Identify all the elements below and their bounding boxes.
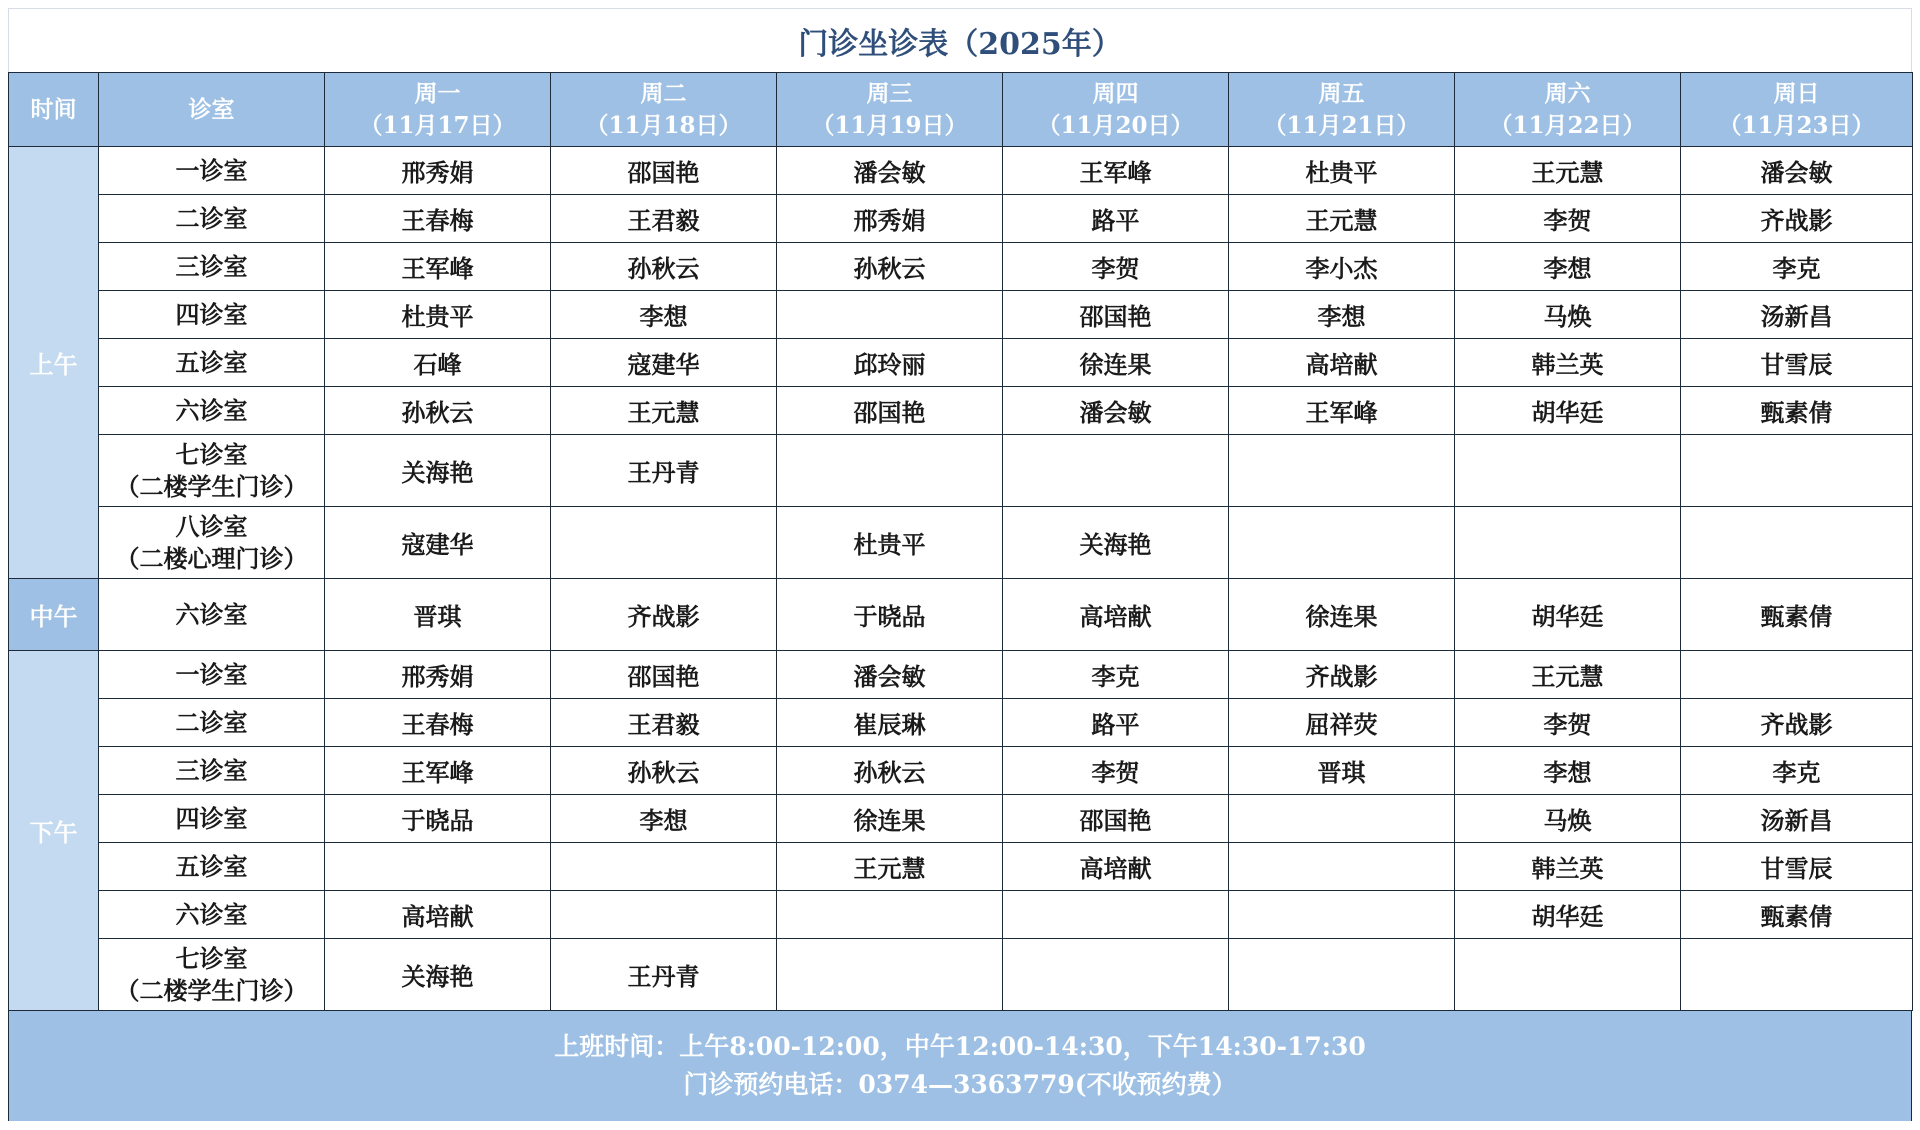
header-day-thu: 周四 （11月20日） <box>1003 73 1229 147</box>
doctor-cell: 晋琪 <box>1229 747 1455 795</box>
doctor-cell: 邵国艳 <box>1003 795 1229 843</box>
doctor-cell: 甄素倩 <box>1681 387 1913 435</box>
doctor-cell <box>777 891 1003 939</box>
room-cell <box>99 507 325 579</box>
doctor-cell: 汤新昌 <box>1681 291 1913 339</box>
header-day-tue: 周二 （11月18日） <box>551 73 777 147</box>
room-name: 五诊室 <box>175 347 248 377</box>
doctor-cell: 甘雪辰 <box>1681 843 1913 891</box>
doctor-cell: 王丹青 <box>551 939 777 1011</box>
room-cell <box>99 795 325 843</box>
doctor-cell: 邵国艳 <box>551 147 777 195</box>
doctor-cell: 甄素倩 <box>1681 891 1913 939</box>
doctor-cell: 徐连果 <box>1003 339 1229 387</box>
doctor-cell: 寇建华 <box>551 339 777 387</box>
room-cell <box>99 435 325 507</box>
doctor-cell: 潘会敏 <box>777 147 1003 195</box>
doctor-cell: 高培献 <box>1003 579 1229 651</box>
room-cell <box>99 291 325 339</box>
room-name: 一诊室 <box>175 659 248 689</box>
room-name: 六诊室 <box>175 899 248 929</box>
doctor-cell <box>777 939 1003 1011</box>
table-row <box>9 339 1913 387</box>
doctor-cell: 胡华廷 <box>1455 387 1681 435</box>
doctor-cell: 齐战影 <box>551 579 777 651</box>
doctor-cell: 李贺 <box>1455 699 1681 747</box>
doctor-cell <box>1681 435 1913 507</box>
doctor-cell: 马焕 <box>1455 291 1681 339</box>
schedule-sheet <box>8 8 1912 1122</box>
doctor-cell: 于晓品 <box>777 579 1003 651</box>
table-row <box>9 579 1913 651</box>
room-name: 六诊室 <box>175 599 248 629</box>
doctor-cell <box>1681 939 1913 1011</box>
doctor-cell: 高培献 <box>325 891 551 939</box>
doctor-cell: 孙秋云 <box>777 747 1003 795</box>
doctor-cell: 王元慧 <box>1455 651 1681 699</box>
doctor-cell <box>1455 507 1681 579</box>
room-cell <box>99 699 325 747</box>
doctor-cell: 关海艳 <box>325 939 551 1011</box>
table-row <box>9 147 1913 195</box>
doctor-cell: 王君毅 <box>551 195 777 243</box>
doctor-cell: 潘会敏 <box>1681 147 1913 195</box>
doctor-cell: 王元慧 <box>1455 147 1681 195</box>
doctor-cell <box>1229 795 1455 843</box>
room-cell <box>99 387 325 435</box>
doctor-cell: 王军峰 <box>1003 147 1229 195</box>
table-row <box>9 243 1913 291</box>
doctor-cell: 王军峰 <box>325 243 551 291</box>
table-row <box>9 291 1913 339</box>
period-noon: 中午 <box>9 579 99 651</box>
doctor-cell <box>1681 651 1913 699</box>
doctor-cell: 杜贵平 <box>325 291 551 339</box>
doctor-cell: 邵国艳 <box>1003 291 1229 339</box>
doctor-cell <box>1681 507 1913 579</box>
header-room: 诊室 <box>99 73 325 147</box>
doctor-cell <box>1229 435 1455 507</box>
header-day-fri: 周五 （11月21日） <box>1229 73 1455 147</box>
doctor-cell: 屈祥荧 <box>1229 699 1455 747</box>
doctor-cell: 王元慧 <box>1229 195 1455 243</box>
period-morning: 上午 <box>9 147 99 579</box>
header-row <box>9 73 1913 147</box>
room-name: 七诊室 <box>175 439 248 469</box>
table-row <box>9 387 1913 435</box>
table-row <box>9 435 1913 507</box>
period-afternoon: 下午 <box>9 651 99 1011</box>
header-time: 时间 <box>9 73 99 147</box>
doctor-cell: 王春梅 <box>325 699 551 747</box>
doctor-cell: 李克 <box>1681 747 1913 795</box>
doctor-cell: 邱玲丽 <box>777 339 1003 387</box>
room-name: 三诊室 <box>175 251 248 281</box>
room-name: 三诊室 <box>175 755 248 785</box>
doctor-cell: 孙秋云 <box>551 747 777 795</box>
doctor-cell <box>777 435 1003 507</box>
doctor-cell: 齐战影 <box>1681 195 1913 243</box>
room-cell <box>99 939 325 1011</box>
doctor-cell <box>1003 939 1229 1011</box>
footer-info <box>8 1011 1912 1121</box>
page-title: 门诊坐诊表（2025年） <box>8 8 1912 72</box>
doctor-cell: 李贺 <box>1003 747 1229 795</box>
doctor-cell: 李贺 <box>1455 195 1681 243</box>
doctor-cell: 徐连果 <box>777 795 1003 843</box>
doctor-cell: 王元慧 <box>777 843 1003 891</box>
doctor-cell <box>1229 939 1455 1011</box>
room-cell <box>99 891 325 939</box>
doctor-cell: 关海艳 <box>325 435 551 507</box>
room-note: （二楼学生门诊） <box>115 975 308 1005</box>
doctor-cell <box>1003 435 1229 507</box>
doctor-cell <box>777 291 1003 339</box>
doctor-cell: 李小杰 <box>1229 243 1455 291</box>
room-cell <box>99 339 325 387</box>
doctor-cell: 王丹青 <box>551 435 777 507</box>
doctor-cell <box>1229 891 1455 939</box>
working-hours-text: 上班时间：上午8:00-12:00，中午12:00-14:30，下午14:30-17:30 <box>554 1032 1366 1061</box>
doctor-cell: 王君毅 <box>551 699 777 747</box>
doctor-cell: 邢秀娟 <box>777 195 1003 243</box>
room-name: 五诊室 <box>175 851 248 881</box>
doctor-cell: 李想 <box>1455 747 1681 795</box>
header-day-wed: 周三 （11月19日） <box>777 73 1003 147</box>
doctor-cell: 甄素倩 <box>1681 579 1913 651</box>
doctor-cell: 晋琪 <box>325 579 551 651</box>
doctor-cell: 李贺 <box>1003 243 1229 291</box>
header-day-sat: 周六 （11月22日） <box>1455 73 1681 147</box>
room-cell <box>99 651 325 699</box>
table-row <box>9 843 1913 891</box>
room-cell <box>99 147 325 195</box>
doctor-cell: 汤新昌 <box>1681 795 1913 843</box>
doctor-cell: 王元慧 <box>551 387 777 435</box>
doctor-cell <box>551 891 777 939</box>
doctor-cell: 徐连果 <box>1229 579 1455 651</box>
doctor-cell: 李想 <box>1455 243 1681 291</box>
schedule-table <box>8 72 1913 1011</box>
doctor-cell <box>551 507 777 579</box>
doctor-cell: 胡华廷 <box>1455 579 1681 651</box>
doctor-cell: 关海艳 <box>1003 507 1229 579</box>
doctor-cell: 邵国艳 <box>551 651 777 699</box>
room-name: 四诊室 <box>175 299 248 329</box>
doctor-cell: 高培献 <box>1229 339 1455 387</box>
doctor-cell: 李想 <box>1229 291 1455 339</box>
doctor-cell: 石峰 <box>325 339 551 387</box>
doctor-cell: 王军峰 <box>325 747 551 795</box>
room-name: 一诊室 <box>175 155 248 185</box>
table-row <box>9 507 1913 579</box>
doctor-cell: 潘会敏 <box>1003 387 1229 435</box>
header-day-sun: 周日 （11月23日） <box>1681 73 1913 147</box>
doctor-cell: 韩兰英 <box>1455 339 1681 387</box>
doctor-cell: 韩兰英 <box>1455 843 1681 891</box>
room-name: 四诊室 <box>175 803 248 833</box>
doctor-cell: 李想 <box>551 795 777 843</box>
header-day-mon: 周一 （11月17日） <box>325 73 551 147</box>
doctor-cell: 路平 <box>1003 195 1229 243</box>
room-name: 七诊室 <box>175 943 248 973</box>
doctor-cell: 崔辰琳 <box>777 699 1003 747</box>
doctor-cell <box>551 843 777 891</box>
room-note: （二楼学生门诊） <box>115 471 308 501</box>
doctor-cell: 孙秋云 <box>551 243 777 291</box>
doctor-cell: 李克 <box>1681 243 1913 291</box>
room-cell <box>99 195 325 243</box>
doctor-cell: 邢秀娟 <box>325 651 551 699</box>
room-cell <box>99 843 325 891</box>
room-cell <box>99 747 325 795</box>
room-cell <box>99 579 325 651</box>
doctor-cell: 王春梅 <box>325 195 551 243</box>
table-row <box>9 651 1913 699</box>
room-note: （二楼心理门诊） <box>115 543 308 573</box>
room-name: 八诊室 <box>175 511 248 541</box>
doctor-cell: 高培献 <box>1003 843 1229 891</box>
doctor-cell <box>1229 843 1455 891</box>
doctor-cell: 杜贵平 <box>777 507 1003 579</box>
room-cell <box>99 243 325 291</box>
doctor-cell: 王军峰 <box>1229 387 1455 435</box>
table-row <box>9 891 1913 939</box>
doctor-cell <box>1229 507 1455 579</box>
doctor-cell: 李想 <box>551 291 777 339</box>
doctor-cell: 于晓品 <box>325 795 551 843</box>
doctor-cell: 马焕 <box>1455 795 1681 843</box>
doctor-cell: 甘雪辰 <box>1681 339 1913 387</box>
doctor-cell: 潘会敏 <box>777 651 1003 699</box>
room-name: 二诊室 <box>175 203 248 233</box>
doctor-cell <box>1455 939 1681 1011</box>
doctor-cell: 孙秋云 <box>777 243 1003 291</box>
room-name: 二诊室 <box>175 707 248 737</box>
doctor-cell: 寇建华 <box>325 507 551 579</box>
doctor-cell: 杜贵平 <box>1229 147 1455 195</box>
doctor-cell: 胡华廷 <box>1455 891 1681 939</box>
doctor-cell <box>1003 891 1229 939</box>
table-row <box>9 795 1913 843</box>
doctor-cell: 齐战影 <box>1229 651 1455 699</box>
booking-phone-text: 门诊预约电话：0374—3363779(不收预约费） <box>683 1070 1237 1099</box>
doctor-cell: 邵国艳 <box>777 387 1003 435</box>
table-row <box>9 195 1913 243</box>
doctor-cell <box>325 843 551 891</box>
doctor-cell: 齐战影 <box>1681 699 1913 747</box>
doctor-cell: 路平 <box>1003 699 1229 747</box>
table-row <box>9 747 1913 795</box>
table-row <box>9 939 1913 1011</box>
room-name: 六诊室 <box>175 395 248 425</box>
table-row <box>9 699 1913 747</box>
doctor-cell: 李克 <box>1003 651 1229 699</box>
doctor-cell: 邢秀娟 <box>325 147 551 195</box>
doctor-cell <box>1455 435 1681 507</box>
doctor-cell: 孙秋云 <box>325 387 551 435</box>
